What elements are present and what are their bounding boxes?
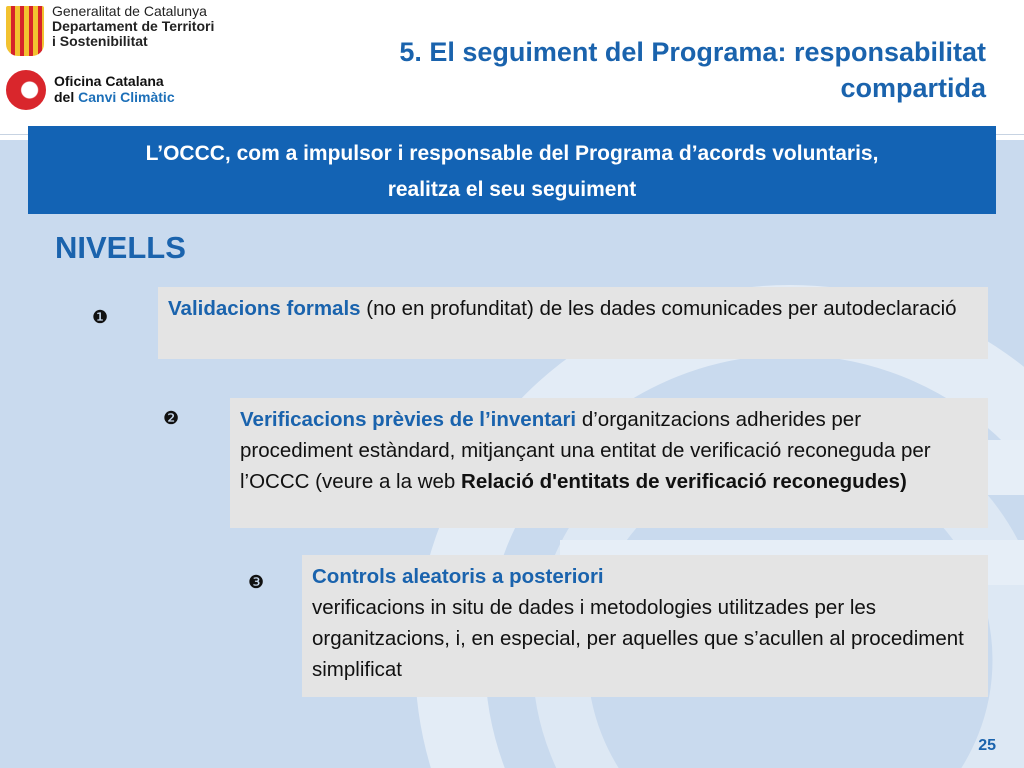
logo-occc-prefix: del bbox=[54, 89, 79, 105]
occc-mark-icon bbox=[6, 70, 46, 110]
page-number: 25 bbox=[978, 737, 996, 754]
generalitat-logo bbox=[6, 4, 246, 60]
banner-line1: L’OCCC, com a impulsor i responsable del Programa d’acords voluntaris, bbox=[145, 142, 879, 165]
level-3-number: ❸ bbox=[248, 572, 265, 592]
level-1-number: ❶ bbox=[92, 307, 109, 327]
level-2-text: d’organitzacions adherides per procediment estàndard, mitjançant una entitat de verificació reconeguda per l’OCCC (veure a la web bbox=[240, 408, 931, 493]
level-2-box bbox=[230, 398, 988, 528]
level-2-highlight: Verificacions prèvies de l’inventari bbox=[240, 408, 577, 431]
occc-logo bbox=[6, 68, 246, 114]
logo-gen-line3: i Sostenibilitat bbox=[52, 33, 148, 49]
logo-occc-accent: Canvi Climàtic bbox=[78, 89, 175, 105]
level-3-box bbox=[302, 555, 988, 697]
level-1-highlight: Validacions formals bbox=[168, 297, 361, 320]
level-3-text: verificacions in situ de dades i metodologies utilitzades per les organitzacions, i, en especial, per aquelles que s’acullen al procediment simplificat bbox=[312, 596, 964, 681]
logo-occc-line1: Oficina Catalana bbox=[54, 73, 164, 89]
level-3-highlight: Controls aleatoris a posteriori bbox=[312, 565, 604, 588]
level-2-number: ❷ bbox=[163, 408, 180, 428]
slide-title bbox=[306, 34, 986, 106]
summary-banner bbox=[28, 126, 996, 214]
logo-gen-line2: Departament de Territori bbox=[52, 18, 215, 34]
level-1-box bbox=[158, 287, 988, 359]
level-1-text: (no en profunditat) de les dades comunicades per autodeclaració bbox=[360, 297, 957, 320]
catalan-shield-icon bbox=[6, 6, 44, 56]
logo-gen-line1: Generalitat de Catalunya bbox=[52, 3, 207, 19]
slide-title-line1: 5. El seguiment del Programa: responsabilitat bbox=[399, 37, 986, 67]
slide-title-line2: compartida bbox=[840, 73, 986, 103]
level-2-link-text: Relació d'entitats de verificació reconegudes) bbox=[461, 470, 907, 493]
banner-line2: realitza el seu seguiment bbox=[387, 178, 637, 201]
section-heading: NIVELLS bbox=[55, 230, 186, 265]
